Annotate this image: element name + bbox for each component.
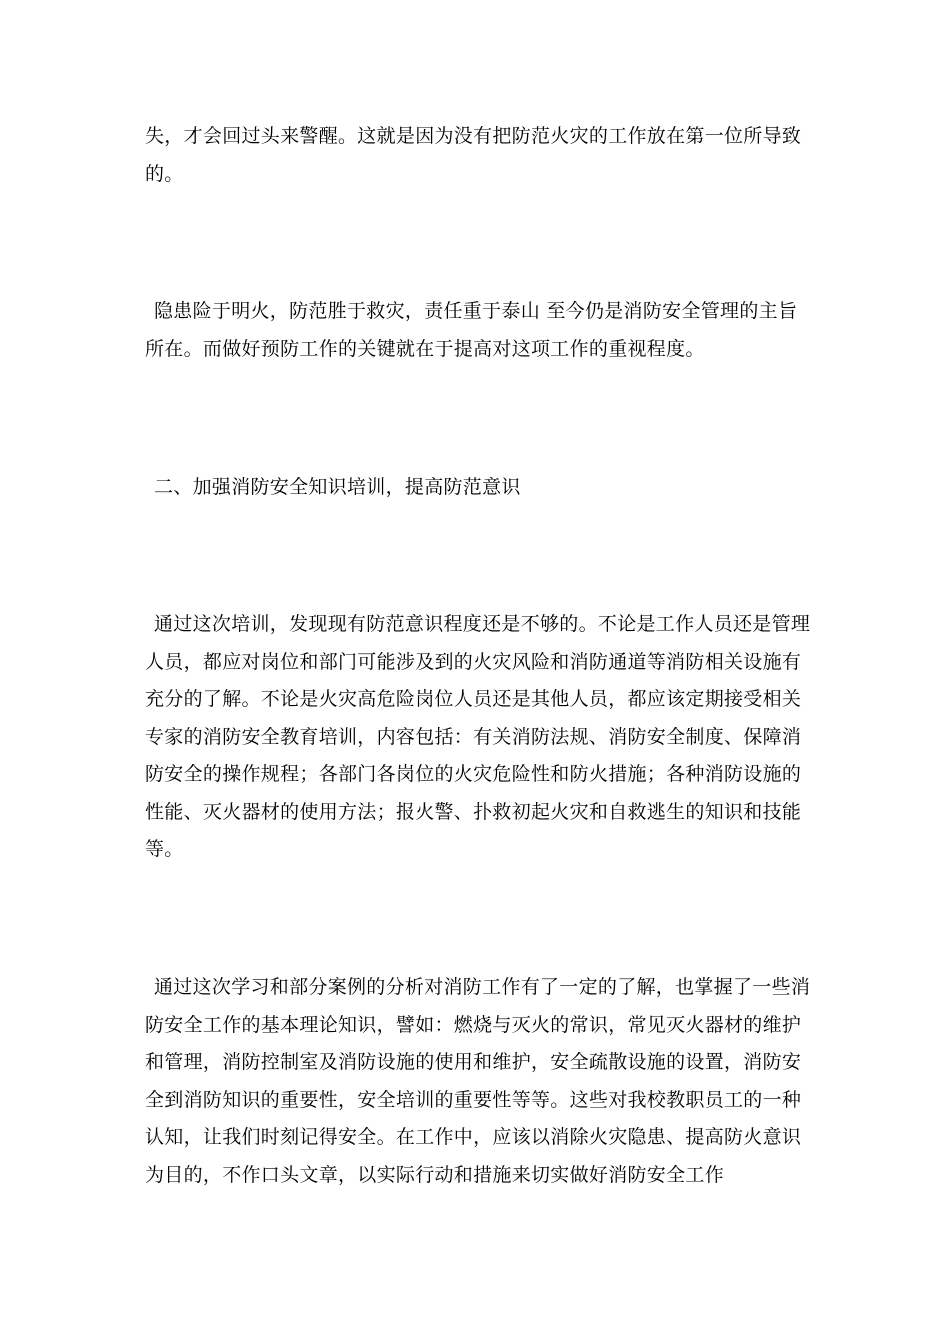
paragraph-continuation xyxy=(145,118,810,193)
paragraph-prevention xyxy=(145,293,810,368)
text-line: 防安全工作的基本理论知识，譬如：燃烧与灭火的常识，常见灭火器材的维护 xyxy=(145,1013,802,1036)
text-line-content: 通过这次培训，发现现有防范意识程度还是不够的。不论是工作人员还是管理 xyxy=(154,613,811,635)
text-line: 全到消防知识的重要性，安全培训的重要性等等。这些对我校教职员工的一种 xyxy=(145,1088,802,1111)
text-line: 防安全的操作规程；各部门各岗位的火灾危险性和防火措施；各种消防设施的 xyxy=(145,763,802,785)
text-line-content: 隐患险于明火，防范胜于救灾，责任重于泰山 至今仍是消防安全管理的主旨 xyxy=(154,300,798,322)
text-line: 充分的了解。不论是火灾高危险岗位人员还是其他人员，都应该定期接受相关 xyxy=(145,688,802,710)
text-line: 性能、灭火器材的使用方法；报火警、扑救初起火灾和自救逃生的知识和技能 xyxy=(145,800,802,823)
section-heading xyxy=(145,469,810,507)
paragraph-study xyxy=(145,969,810,1194)
text-line: 失，才会回过头来警醒。这就是因为没有把防范火灾的工作放在第一位所导致 xyxy=(145,125,802,147)
text-line: 等。 xyxy=(145,838,184,860)
heading-text: 二、加强消防安全知识培训，提高防范意识 xyxy=(154,476,521,498)
text-line: 的。 xyxy=(145,162,184,185)
text-line: 认知，让我们时刻记得安全。在工作中，应该以消除火灾隐患、提高防火意识 xyxy=(145,1126,802,1148)
text-line xyxy=(145,293,810,331)
paragraph-training xyxy=(145,606,810,869)
text-line-content: 通过这次学习和部分案例的分析对消防工作有了一定的了解，也掌握了一些消 xyxy=(154,976,811,998)
heading-line xyxy=(145,469,810,507)
text-line: 所在。而做好预防工作的关键就在于提高对这项工作的重视程度。 xyxy=(145,337,705,360)
text-line xyxy=(145,969,810,1007)
text-line: 和管理，消防控制室及消防设施的使用和维护，安全疏散设施的设置，消防安 xyxy=(145,1051,802,1073)
text-line: 专家的消防安全教育培训，内容包括：有关消防法规、消防安全制度、保障消 xyxy=(145,725,802,748)
text-line xyxy=(145,606,810,644)
text-line: 为目的，不作口头文章，以实际行动和措施来切实做好消防安全工作 xyxy=(145,1163,725,1186)
text-line: 人员，都应对岗位和部门可能涉及到的火灾风险和消防通道等消防相关设施有 xyxy=(145,650,802,673)
